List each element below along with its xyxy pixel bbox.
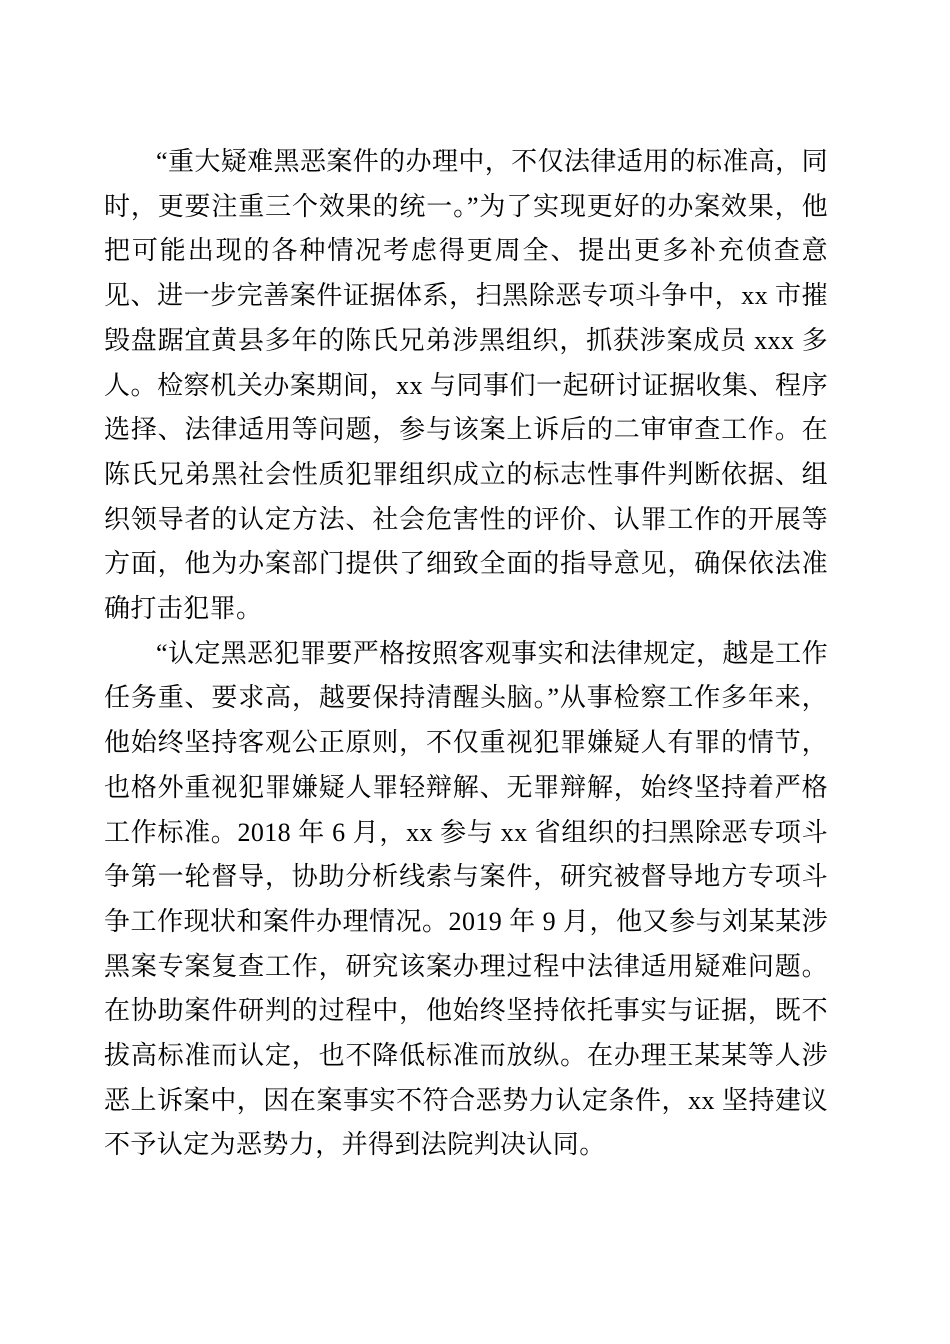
paragraph-2: “认定黑恶犯罪要严格按照客观事实和法律规定，越是工作任务重、要求高，越要保持清醒头脑。”从事检察工作多年来，他始终坚持客观公正原则，不仅重视犯罪嫌疑人有罪的情节，也格外重视犯罪嫌疑人罪轻辩解、无罪辩解，始终坚持着严格工作标准。2018 年 6 月，xx 参与 xx 省组织的扫黑除恶专项斗争第一轮督导，协助分析线索与案件，研究被督导地方专项斗争工作现状和案件办理情况。2019 年 9 月，他又参与刘某某涉黑案专案复查工作，研究该案办理过程中法律适用疑难问题。在协助案件研判的过程中，他始终坚持依托事实与证据，既不拔高标准而认定，也不降低标准而放纵。在办理王某某等人涉恶上诉案中，因在案事实不符合恶势力认定条件，xx 坚持建议不予认定为恶势力，并得到法院判决认同。 <box>104 638 828 1160</box>
paragraph-1: “重大疑难黑恶案件的办理中，不仅法律适用的标准高，同时，更要注重三个效果的统一。”为了实现更好的办案效果，他把可能出现的各种情况考虑得更周全、提出更多补充侦查意见、进一步完善案件证据体系，扫黑除恶专项斗争中，xx 市摧毁盘踞宜黄县多年的陈氏兄弟涉黑组织，抓获涉案成员 xxx 多人。检察机关办案期间，xx 与同事们一起研讨证据收集、程序选择、法律适用等问题，参与该案上诉后的二审审查工作。在陈氏兄弟黑社会性质犯罪组织成立的标志性事件判断依据、组织领导者的认定方法、社会危害性的评价、认罪工作的开展等方面，他为办案部门提供了细致全面的指导意见，确保依法准确打击犯罪。 <box>104 147 828 624</box>
